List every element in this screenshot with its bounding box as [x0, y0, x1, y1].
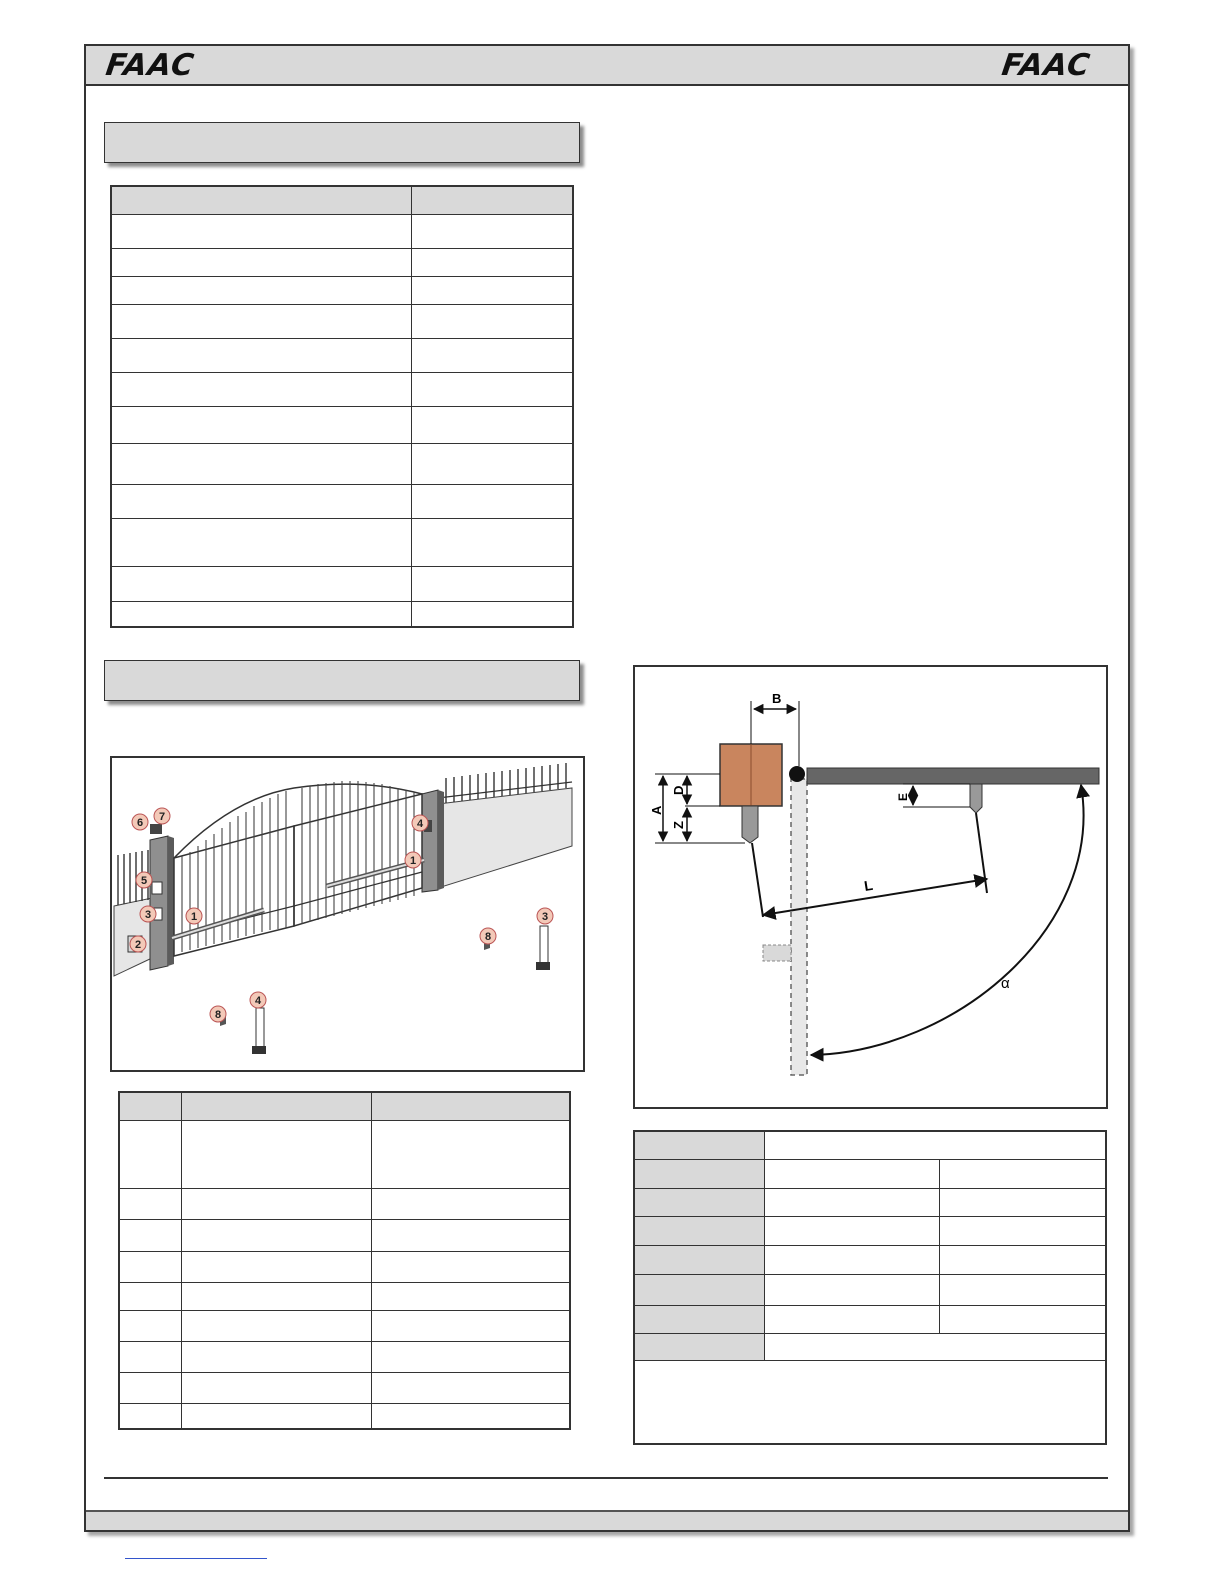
table-row [111, 304, 573, 338]
table-row [119, 1251, 570, 1282]
table-row [111, 338, 573, 372]
table-cell [634, 1305, 765, 1333]
spec-table [110, 185, 574, 628]
table-cell [765, 1305, 940, 1333]
table-row [111, 406, 573, 443]
dimensions-table [633, 1130, 1107, 1445]
footer-rule [104, 1477, 1108, 1479]
table-cell [119, 1092, 181, 1120]
table-row [111, 443, 573, 484]
label-b: B [772, 691, 782, 706]
table-cell [181, 1403, 371, 1429]
table-row [634, 1216, 1106, 1245]
table-cell [111, 248, 411, 276]
table-row [119, 1120, 570, 1188]
table-cell [634, 1216, 765, 1245]
callout-4-bottom: 4 [254, 995, 262, 1007]
table-cell [119, 1372, 181, 1403]
callout-3-left: 3 [144, 909, 152, 921]
label-d: D [671, 785, 686, 795]
table-cell [371, 1310, 570, 1341]
table-row [634, 1245, 1106, 1274]
table-row [111, 518, 573, 566]
table-cell [634, 1274, 765, 1305]
callout-2: 2 [134, 939, 142, 951]
callout-7: 7 [158, 811, 166, 823]
table-cell [111, 372, 411, 406]
table-row [119, 1092, 570, 1120]
table-row [119, 1341, 570, 1372]
callout-1-right: 1 [409, 855, 417, 867]
table-cell [111, 304, 411, 338]
label-z: Z [671, 821, 686, 829]
table-cell [939, 1159, 1106, 1188]
installation-dimensions-diagram [633, 665, 1108, 1109]
table-cell [111, 214, 411, 248]
table-cell [765, 1188, 940, 1216]
table-cell [411, 518, 573, 566]
opening-angle-arc [811, 785, 1084, 1055]
table-cell [111, 338, 411, 372]
table-cell [119, 1403, 181, 1429]
table-cell [634, 1159, 765, 1188]
table-cell [111, 276, 411, 304]
table-row [111, 186, 573, 214]
table-row [119, 1403, 570, 1429]
table-cell [371, 1219, 570, 1251]
table-row [111, 248, 573, 276]
table-cell [111, 443, 411, 484]
label-a: A [649, 805, 664, 815]
section-heading-installation [104, 660, 580, 701]
table-row [111, 566, 573, 601]
table-cell [371, 1120, 570, 1188]
table-cell [411, 484, 573, 518]
table-cell [939, 1216, 1106, 1245]
table-cell [181, 1251, 371, 1282]
gate-leaf [807, 768, 1099, 784]
table-row [111, 214, 573, 248]
table-cell [119, 1120, 181, 1188]
table-cell [119, 1282, 181, 1310]
table-cell [111, 186, 411, 214]
table-row [634, 1131, 1106, 1159]
table-row [119, 1310, 570, 1341]
table-cell [411, 372, 573, 406]
table-row [634, 1274, 1106, 1305]
table-cell [371, 1372, 570, 1403]
table-row [634, 1305, 1106, 1333]
table-row [119, 1372, 570, 1403]
table-cell [111, 484, 411, 518]
label-alpha: α [1001, 975, 1010, 992]
table-cell [411, 304, 573, 338]
table-cell [411, 406, 573, 443]
table-cell [634, 1245, 765, 1274]
table-row [634, 1333, 1106, 1360]
table-cell [411, 186, 573, 214]
table-row [111, 484, 573, 518]
table-cell [765, 1216, 940, 1245]
table-row [119, 1219, 570, 1251]
table-cell [371, 1341, 570, 1372]
table-cell [411, 338, 573, 372]
table-cell [181, 1310, 371, 1341]
table-cell [181, 1092, 371, 1120]
table-cell [634, 1333, 765, 1360]
table-cell [411, 214, 573, 248]
callout-6: 6 [136, 817, 144, 829]
table-cell [119, 1341, 181, 1372]
table-cell [765, 1131, 1106, 1159]
table-cell [411, 248, 573, 276]
callout-8-left: 8 [214, 1009, 222, 1021]
callout-4-top: 4 [416, 818, 424, 830]
hinge-point [789, 766, 805, 782]
table-cell [119, 1310, 181, 1341]
table-cell [181, 1282, 371, 1310]
label-e: E [896, 792, 910, 801]
table-cell [765, 1245, 940, 1274]
callout-3-right: 3 [541, 911, 549, 923]
table-cell [181, 1372, 371, 1403]
section-heading-specifications [104, 122, 580, 163]
table-cell [765, 1333, 1106, 1360]
footer-band [86, 1510, 1128, 1530]
faac-logo-left: FAAC [103, 48, 197, 83]
callout-8-right: 8 [484, 931, 492, 943]
table-cell [111, 518, 411, 566]
table-cell [939, 1274, 1106, 1305]
table-cell [939, 1245, 1106, 1274]
table-cell [119, 1188, 181, 1219]
table-cell [181, 1219, 371, 1251]
table-row [111, 372, 573, 406]
table-cell [181, 1188, 371, 1219]
header-band [86, 46, 1128, 86]
post-outline [791, 779, 807, 1075]
table-cell [119, 1219, 181, 1251]
table-row [111, 601, 573, 627]
table-row [119, 1188, 570, 1219]
table-row [634, 1159, 1106, 1188]
label-l: L [862, 876, 874, 894]
table-row [119, 1282, 570, 1310]
table-cell [411, 601, 573, 627]
table-cell [181, 1120, 371, 1188]
table-cell [634, 1188, 765, 1216]
gate-installation-illustration [110, 756, 585, 1072]
table-cell [765, 1274, 940, 1305]
table-cell [371, 1251, 570, 1282]
table-cell [411, 276, 573, 304]
callout-5: 5 [140, 875, 148, 887]
table-cell [371, 1403, 570, 1429]
table-cell [111, 566, 411, 601]
link-underline[interactable] [125, 1558, 267, 1559]
legend-table [118, 1091, 571, 1430]
table-cell [371, 1282, 570, 1310]
table-cell [371, 1188, 570, 1219]
table-cell [634, 1131, 765, 1159]
table-cell [939, 1188, 1106, 1216]
table-row [634, 1188, 1106, 1216]
table-cell [371, 1092, 570, 1120]
table-cell [939, 1305, 1106, 1333]
table-row [111, 276, 573, 304]
table-cell [111, 601, 411, 627]
table-note-cell [634, 1360, 1106, 1444]
table-row [634, 1360, 1106, 1444]
faac-logo-right: FAAC [999, 48, 1093, 83]
table-cell [411, 443, 573, 484]
callout-1-left: 1 [190, 911, 198, 923]
table-cell [411, 566, 573, 601]
table-cell [765, 1159, 940, 1188]
table-cell [181, 1341, 371, 1372]
table-cell [119, 1251, 181, 1282]
table-cell [111, 406, 411, 443]
